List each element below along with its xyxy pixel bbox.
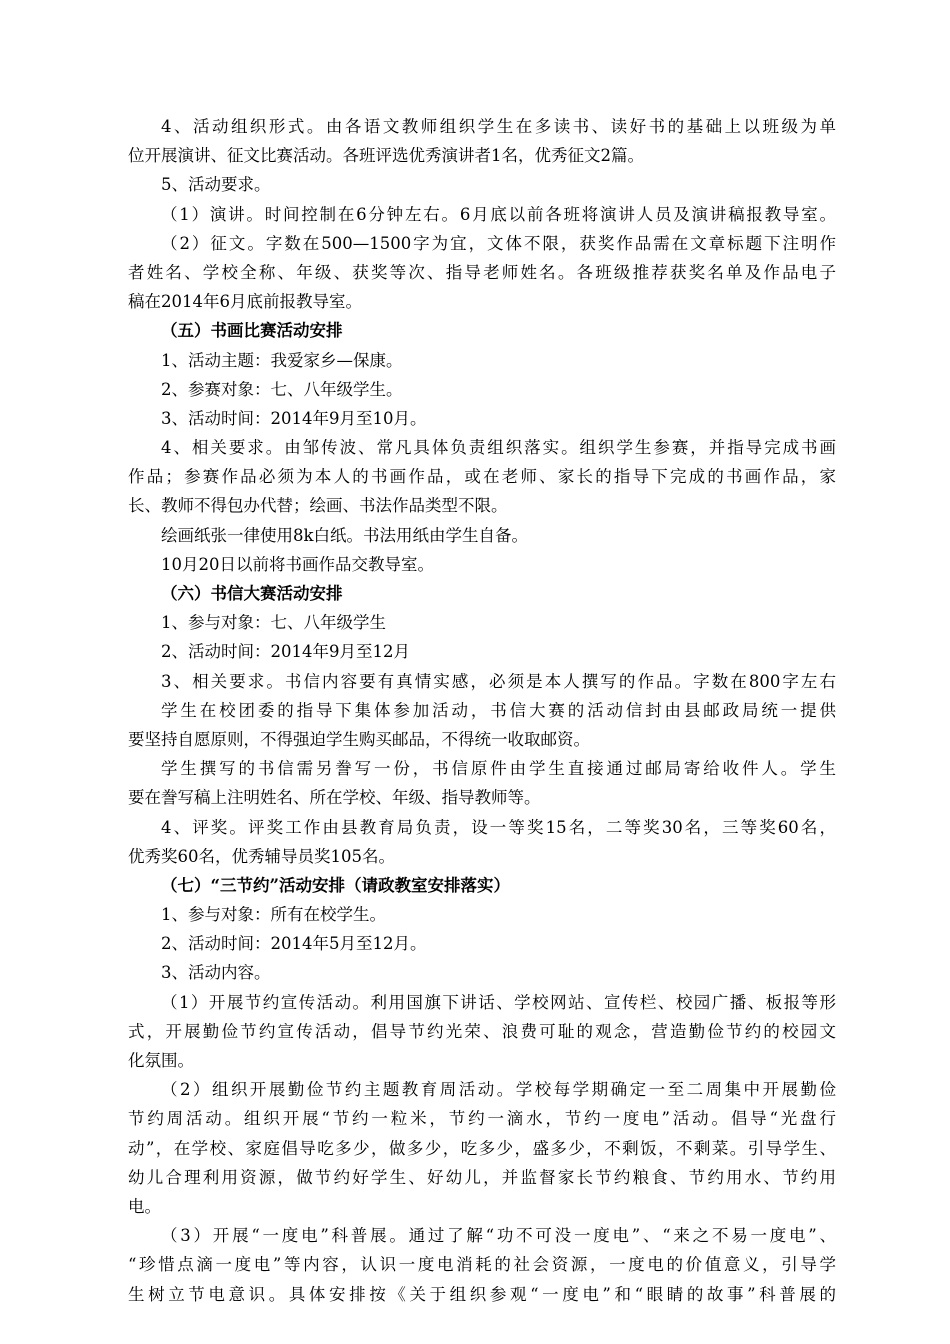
text-line: 优秀奖60名，优秀辅导员奖105名。	[128, 846, 395, 866]
text-line: 要坚持自愿原则，不得强迫学生购买邮品，不得统一收取邮资。	[128, 729, 590, 749]
text-line: 长、教师不得包办代替；绘画、书法作品类型不限。	[128, 496, 508, 516]
text-line: 1、参与对象：所有在校学生。	[161, 905, 386, 925]
text-line: 3、相关要求。书信内容要有真情实感，必须是本人撰写的作品。字数在800字左右	[161, 671, 836, 691]
text-line: 式，开展勤俭节约宣传活动，倡导节约光荣、浪费可耻的观念，营造勤俭节约的校园文	[128, 1021, 836, 1041]
text-line: 3、活动时间：2014年9月至10月。	[161, 408, 427, 428]
text-line: （3）开展“一度电”科普展。通过了解“功不可没一度电”、“来之不易一度电”、	[161, 1226, 836, 1246]
text-line: 2、活动时间：2014年5月至12月。	[161, 934, 427, 954]
text-line: （2）征文。字数在500—1500字为宜，文体不限，获奖作品需在文章标题下注明作	[161, 233, 836, 253]
text-line: 学生在校团委的指导下集体参加活动，书信大赛的活动信封由县邮政局统一提供	[161, 700, 836, 720]
text-line: 者姓名、学校全称、年级、获奖等次、指导老师姓名。各班级推荐获奖名单及作品电子	[128, 262, 836, 282]
text-line: （2）组织开展勤俭节约主题教育周活动。学校每学期确定一至二周集中开展勤俭	[161, 1080, 836, 1100]
text-line: 化氛围。	[128, 1051, 194, 1070]
text-line: 10月20日以前将书画作品交教导室。	[161, 554, 434, 574]
text-line: 学生撰写的书信需另誊写一份，书信原件由学生直接通过邮局寄给收件人。学生	[161, 759, 836, 779]
text-line: 要在誊写稿上注明姓名、所在学校、年级、指导教师等。	[128, 788, 541, 808]
text-line: 4、评奖。评奖工作由县教育局负责，设一等奖15名，二等奖30名，三等奖60名，	[161, 817, 836, 837]
text-line: 2、活动时间：2014年9月至12月	[161, 642, 410, 662]
text-line: 1、参与对象：七、八年级学生	[161, 613, 386, 633]
text-line: 3、活动内容。	[161, 963, 271, 983]
section-heading: （五）书画比赛活动安排	[161, 321, 343, 341]
section-heading: （七）“三节约”活动安排（请政教室安排落实）	[161, 875, 510, 895]
text-line: 节约周活动。组织开展“节约一粒米，节约一滴水，节约一度电”活动。倡导“光盘行	[128, 1109, 836, 1129]
text-line: （1）演讲。时间控制在6分钟左右。6月底以前各班将演讲人员及演讲稿报教导室。	[161, 204, 836, 224]
section-heading: （六）书信大赛活动安排	[161, 584, 343, 603]
text-line: 绘画纸张一律使用8k白纸。书法用纸由学生自备。	[161, 525, 528, 545]
text-line: 4、相关要求。由邹传波、常凡具体负责组织落实。组织学生参赛，并指导完成书画	[161, 438, 836, 458]
text-line: 作品；参赛作品必须为本人的书画作品，或在老师、家长的指导下完成的书画作品，家	[128, 467, 836, 487]
text-line: 5、活动要求。	[161, 175, 271, 195]
text-line: 动”，在学校、家庭倡导吃多少，做多少，吃多少，盛多少，不剩饭，不剩菜。引导学生、	[128, 1138, 836, 1158]
text-line: 电。	[128, 1196, 161, 1216]
text-line: 2、参赛对象：七、八年级学生。	[161, 379, 403, 399]
text-line: 位开展演讲、征文比赛活动。各班评选优秀演讲者1名，优秀征文2篇。	[128, 146, 644, 166]
text-line: “珍惜点滴一度电”等内容，认识一度电消耗的社会资源，一度电的价值意义，引导学	[128, 1255, 836, 1275]
text-line: 稿在2014年6月底前报教导室。	[128, 292, 362, 312]
text-line: 生树立节电意识。具体安排按《关于组织参观“一度电”和“眼睛的故事”科普展的	[128, 1284, 836, 1304]
text-line: 4、活动组织形式。由各语文教师组织学生在多读书、读好书的基础上以班级为单	[161, 117, 836, 136]
text-line: 1、活动主题：我爱家乡—保康。	[161, 350, 403, 370]
document-body	[128, 112, 836, 1309]
text-line: 幼儿合理利用资源，做节约好学生、好幼儿，并监督家长节约粮食、节约用水、节约用	[128, 1167, 836, 1187]
text-line: （1）开展节约宣传活动。利用国旗下讲话、学校网站、宣传栏、校园广播、板报等形	[161, 992, 836, 1012]
